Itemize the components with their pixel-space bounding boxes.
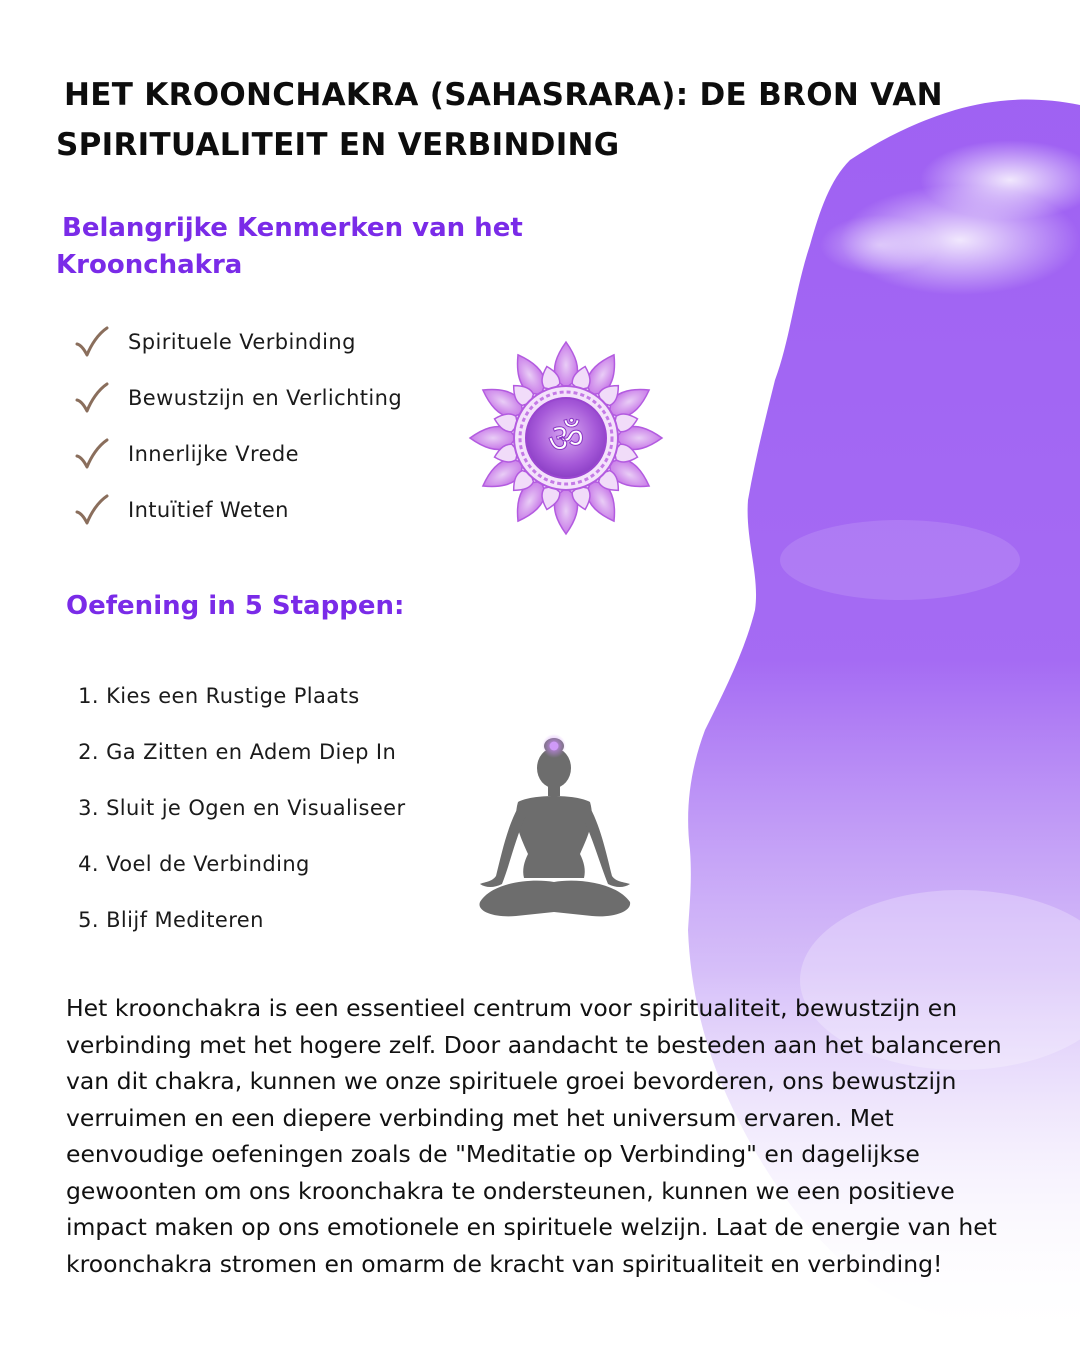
step-label: Ga Zitten en Adem Diep In — [106, 740, 397, 764]
list-item — [70, 780, 406, 836]
summary-paragraph: Het kroonchakra is een essentieel centrum voor spiritualiteit, bewustzijn en verbinding met het hogere zelf. Door aandacht te besteden aan het balanceren van dit chakra, kunnen we onze spirituele groei bevorderen, ons bewustzijn verruimen en een diepere verbinding met het universum ervaren. Met eenvoudige oefeningen zoals de "Meditatie op Verbinding" en dagelijkse gewoonten om ons kroonchakra te ondersteunen, kunnen we een positieve impact maken op ons emotionele en spirituele welzijn. Laat de energie van het kroonchakra stromen en omarm de kracht van spiritualiteit en verbinding! — [66, 994, 1002, 1278]
svg-text:ॐ: ॐ — [547, 416, 585, 462]
page-title-line-1: HET KROONCHAKRA (SAHASRARA): DE BRON VAN — [64, 77, 943, 113]
list-item — [70, 724, 406, 780]
steps-list — [70, 668, 406, 948]
step-label: Blijf Mediteren — [106, 908, 264, 932]
step-label: Kies een Rustige Plaats — [106, 684, 360, 708]
feature-label: Bewustzijn en Verlichting — [128, 386, 403, 410]
step-number: 2. — [78, 740, 99, 764]
features-heading-line-1: Belangrijke Kenmerken van het — [62, 213, 523, 243]
crown-chakra-om-icon — [466, 338, 666, 538]
feature-label: Spirituele Verbinding — [128, 330, 356, 354]
exercise-heading: Oefening in 5 Stappen: — [66, 591, 405, 621]
step-label: Sluit je Ogen en Visualiseer — [106, 796, 406, 820]
list-item — [74, 426, 402, 482]
step-label: Voel de Verbinding — [106, 852, 310, 876]
list-item — [70, 836, 406, 892]
list-item — [74, 482, 402, 538]
checkmark-icon — [74, 492, 110, 528]
meditating-figure-icon — [472, 732, 638, 922]
features-list — [74, 314, 402, 538]
features-heading — [56, 210, 616, 284]
step-number: 5. — [78, 908, 99, 932]
step-number: 1. — [78, 684, 99, 708]
step-number: 3. — [78, 796, 99, 820]
step-number: 4. — [78, 852, 99, 876]
checkmark-icon — [74, 436, 110, 472]
list-item — [74, 314, 402, 370]
checkmark-icon — [74, 324, 110, 360]
list-item — [70, 668, 406, 724]
list-item — [74, 370, 402, 426]
page-title — [56, 70, 1016, 170]
features-heading-line-2: Kroonchakra — [56, 250, 243, 280]
feature-label: Intuïtief Weten — [128, 498, 289, 522]
checkmark-icon — [74, 380, 110, 416]
feature-label: Innerlijke Vrede — [128, 442, 299, 466]
list-item — [70, 892, 406, 948]
page-title-line-2: SPIRITUALITEIT EN VERBINDING — [56, 127, 620, 163]
